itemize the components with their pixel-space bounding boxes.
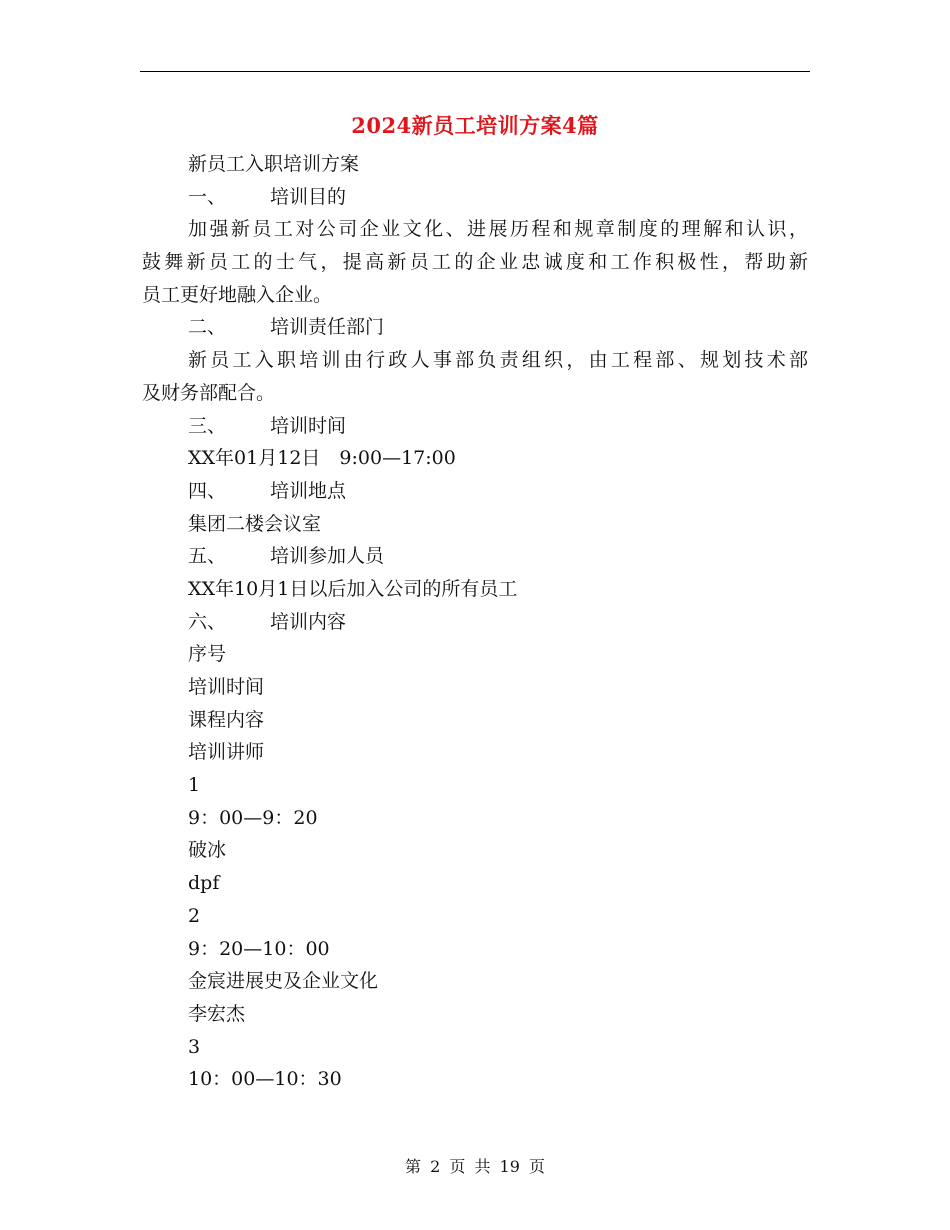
section-number: 六、 — [188, 610, 227, 633]
table-cell: 9：00—9：20 — [188, 806, 318, 829]
section-title: 培训责任部门 — [270, 316, 385, 339]
section-title: 培训参加人员 — [270, 545, 385, 568]
section-number: 五、 — [188, 545, 227, 568]
table-header-cell: 培训时间 — [188, 676, 265, 698]
section-heading-3 — [142, 410, 808, 443]
paragraph-line: 及财务部配合。 — [142, 381, 276, 404]
header-rule — [140, 71, 810, 72]
table-cell: 3 — [188, 1035, 201, 1058]
table-cell: 破冰 — [188, 839, 227, 862]
table-header-cell: 培训讲师 — [188, 741, 265, 764]
section-heading-6 — [142, 606, 808, 639]
paragraph-line: 加强新员工对公司企业文化、进展历程和规章制度的理解和认识， — [188, 218, 808, 241]
table-header-cell: 课程内容 — [188, 708, 265, 731]
paragraph-line: XX年01月12日 9:00—17:00 — [188, 447, 456, 470]
paragraph-line: 员工更好地融入企业。 — [142, 283, 333, 306]
section-title: 培训内容 — [270, 610, 347, 633]
table-cell: 李宏杰 — [188, 1002, 246, 1025]
section-heading-5 — [142, 540, 808, 573]
section-number: 二、 — [188, 316, 227, 339]
section-heading-1 — [142, 181, 808, 214]
section-title: 培训目的 — [270, 185, 347, 208]
document-body — [142, 148, 808, 1096]
table-cell: 金宸进展史及企业文化 — [188, 970, 379, 993]
table-cell: dpf — [188, 872, 220, 895]
page-number: 第 2 页 共 19 页 — [405, 1157, 545, 1176]
paragraph-line: 新员工入职培训由行政人事部负责组织，由工程部、规划技术部 — [188, 349, 808, 372]
section-number: 四、 — [188, 479, 227, 502]
paragraph-line: 集团二楼会议室 — [188, 512, 322, 535]
section-number: 一、 — [188, 185, 227, 208]
paragraph-line: 鼓舞新员工的士气，提高新员工的企业忠诚度和工作积极性，帮助新 — [142, 251, 808, 274]
section-number: 三、 — [188, 414, 227, 437]
section-title: 培训地点 — [270, 479, 347, 502]
table-cell: 2 — [188, 904, 201, 927]
table-cell: 9：20—10：00 — [188, 937, 330, 960]
section-heading-4 — [142, 475, 808, 508]
table-cell: 1 — [188, 774, 201, 797]
table-header-cell: 序号 — [188, 643, 227, 666]
paragraph-line: XX年10月1日以后加入公司的所有员工 — [188, 577, 518, 600]
section-title: 培训时间 — [270, 414, 347, 437]
document-title: 2024新员工培训方案4篇 — [351, 113, 599, 138]
section-heading-2 — [142, 311, 808, 344]
table-cell: 10：00—10：30 — [188, 1068, 342, 1091]
document-subtitle: 新员工入职培训方案 — [188, 153, 360, 175]
